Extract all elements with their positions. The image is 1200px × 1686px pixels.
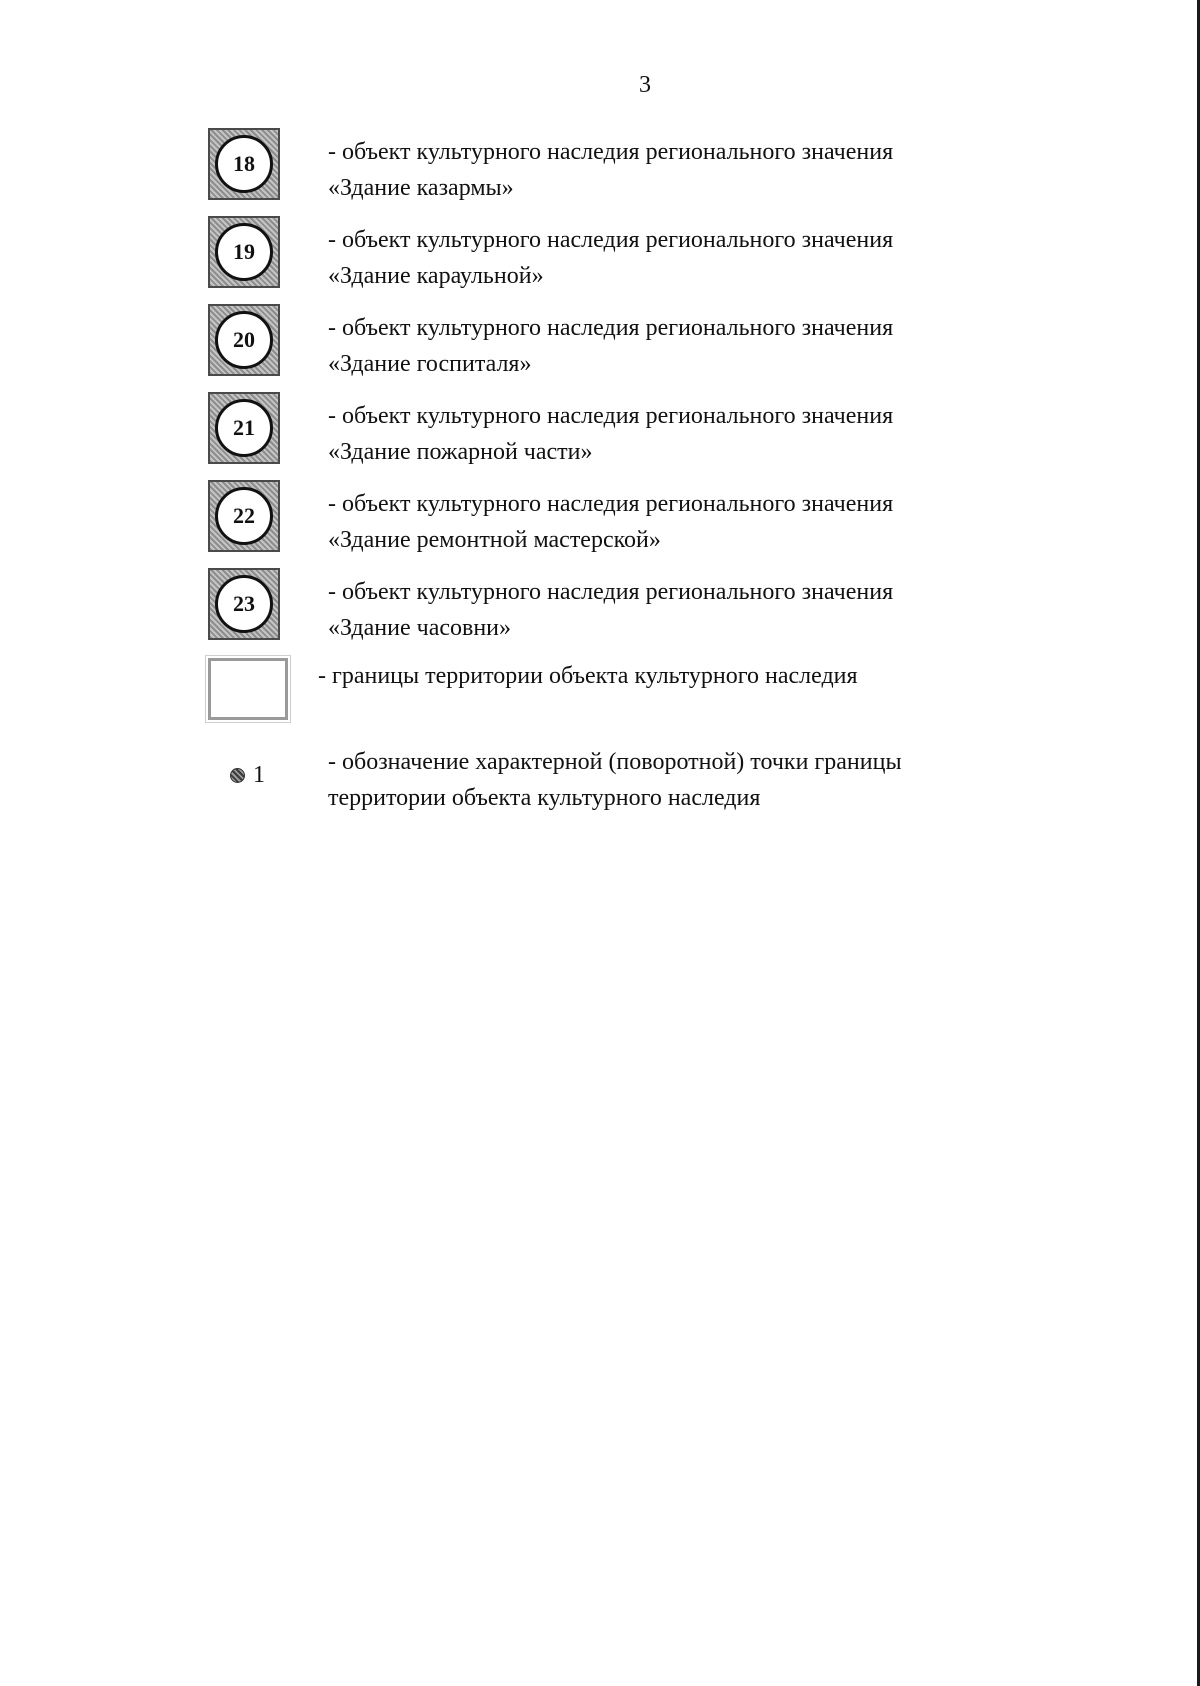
marker-number: 23 [215, 575, 273, 633]
boundary-rectangle-icon [208, 658, 288, 720]
legend-description [328, 134, 893, 206]
description-line-1: - обозначение характерной (поворотной) точки границы [328, 749, 902, 775]
legend-item-19 [208, 216, 1008, 304]
legend-item-turning-point [208, 740, 1008, 830]
marker-number: 18 [215, 135, 273, 193]
legend-item-boundary [208, 656, 1008, 740]
legend [208, 128, 1008, 830]
marker-number: 20 [215, 311, 273, 369]
numbered-circle-icon [208, 392, 280, 464]
description-line-2: «Здание госпиталя» [328, 351, 532, 377]
legend-item-21 [208, 392, 1008, 480]
page-number: 3 [639, 72, 651, 98]
numbered-circle-icon [208, 216, 280, 288]
legend-description [328, 398, 893, 470]
numbered-circle-icon [208, 568, 280, 640]
numbered-circle-icon [208, 128, 280, 200]
description-line-1: - объект культурного наследия регионального значения [328, 579, 894, 605]
description-line-1: - объект культурного наследия регионального значения [328, 491, 894, 517]
description-line-2: территории объекта культурного наследия [328, 785, 761, 811]
turning-point-dot-icon [230, 768, 245, 783]
marker-number: 21 [215, 399, 273, 457]
description-line-2: «Здание казармы» [328, 175, 514, 201]
description-line-2: «Здание ремонтной мастерской» [328, 527, 661, 553]
numbered-circle-icon [208, 480, 280, 552]
legend-description [328, 486, 893, 558]
legend-item-20 [208, 304, 1008, 392]
legend-description [318, 658, 858, 694]
numbered-circle-icon [208, 304, 280, 376]
description-line-2: «Здание часовни» [328, 615, 512, 641]
description-line-1: - объект культурного наследия регионального значения [328, 227, 894, 253]
boundary-description: - границы территории объекта культурного наследия [318, 663, 858, 689]
legend-description [328, 574, 893, 646]
legend-description [328, 310, 893, 382]
legend-description [328, 222, 893, 294]
description-line-2: «Здание караульной» [328, 263, 544, 289]
marker-number: 22 [215, 487, 273, 545]
description-line-1: - объект культурного наследия регионального значения [328, 139, 894, 165]
description-line-2: «Здание пожарной части» [328, 439, 593, 465]
turning-point-symbol [230, 762, 265, 789]
legend-item-23 [208, 568, 1008, 656]
description-line-1: - объект культурного наследия регионального значения [328, 315, 894, 341]
turning-point-label: 1 [253, 762, 265, 788]
legend-item-22 [208, 480, 1008, 568]
marker-number: 19 [215, 223, 273, 281]
legend-item-18 [208, 128, 1008, 216]
description-line-1: - объект культурного наследия регионального значения [328, 403, 894, 429]
legend-description [328, 744, 902, 816]
